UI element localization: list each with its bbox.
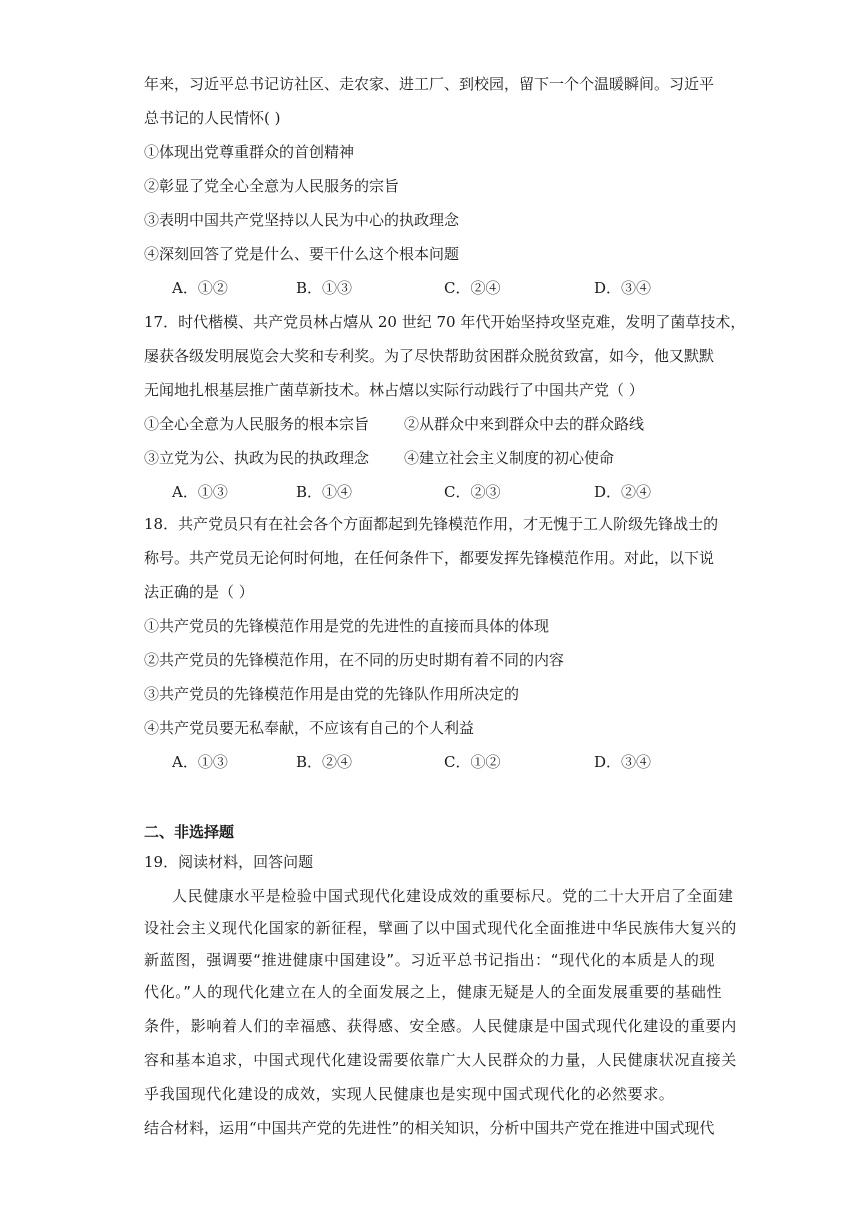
q16-statement-4: ④深刻回答了党是什么、要干什么这个根本问题 bbox=[144, 245, 460, 263]
material-line-7: 乎我国现代化建设的成效，实现人民健康也是实现中国式现代化的必然要求。 bbox=[144, 1085, 675, 1103]
q18-statement-2: ②共产党员的先锋模范作用，在不同的历史时期有着不同的内容 bbox=[144, 651, 565, 669]
material-line-6: 容和基本追求，中国式现代化建设需要依靠广大人民群众的力量，人民健康状况直接关 bbox=[144, 1051, 737, 1069]
q16-statement-1: ①体现出党尊重群众的首创精神 bbox=[144, 143, 355, 161]
q19-title: 19．阅读材料，回答问题 bbox=[144, 853, 314, 871]
q16-option-c: C．②④ bbox=[444, 279, 501, 297]
q17-stem-line-2: 屡获各级发明展览会大奖和专利奖。为了尽快帮助贫困群众脱贫致富，如今，他又默默 bbox=[144, 347, 715, 365]
q18-option-c: C．①② bbox=[444, 753, 501, 771]
q16-option-a: A．①② bbox=[172, 279, 228, 297]
q18-stem-line-1: 18．共产党员只有在社会各个方面都起到先锋模范作用，才无愧于工人阶级先锋战士的 bbox=[144, 515, 719, 533]
q17-stem-line-1: 17．时代楷模、共产党员林占熺从 20 世纪 70 年代开始坚持攻坚克难，发明了菌草技术， bbox=[144, 313, 746, 331]
q17-option-b: B．①④ bbox=[296, 483, 353, 501]
q17-option-d: D．②④ bbox=[594, 483, 652, 501]
q18-option-b: B．②④ bbox=[296, 753, 353, 771]
q18-option-a: A．①③ bbox=[172, 753, 228, 771]
q19-prompt: 结合材料，运用“中国共产党的先进性”的相关知识，分析中国共产党在推进中国式现代 bbox=[144, 1119, 715, 1137]
q16-option-d: D．③④ bbox=[594, 279, 652, 297]
q17-stem-line-3: 无闻地扎根基层推广菌草新技术。林占熺以实际行动践行了中国共产党（ ） bbox=[144, 381, 644, 399]
q17-statement-4: ④建立社会主义制度的初心使命 bbox=[404, 449, 615, 467]
q16-statement-3: ③表明中国共产党坚持以人民为中心的执政理念 bbox=[144, 211, 460, 229]
q17-statement-3: ③立党为公、执政为民的执政理念 bbox=[144, 449, 370, 467]
section-heading: 二、非选择题 bbox=[144, 823, 235, 841]
q16-statement-2: ②彰显了党全心全意为人民服务的宗旨 bbox=[144, 177, 400, 195]
q17-option-a: A．①③ bbox=[172, 483, 228, 501]
q17-option-c: C．②③ bbox=[444, 483, 501, 501]
q16-stem-line-2: 总书记的人民情怀( ) bbox=[144, 109, 281, 127]
material-line-4: 代化。”人的现代化建立在人的全面发展之上，健康无疑是人的全面发展重要的基础性 bbox=[144, 983, 723, 1001]
q18-statement-3: ③共产党员的先锋模范作用是由党的先锋队作用所决定的 bbox=[144, 685, 520, 703]
material-line-5: 条件，影响着人们的幸福感、获得感、安全感。人民健康是中国式现代化建设的重要内 bbox=[144, 1017, 737, 1035]
material-line-2: 设社会主义现代化国家的新征程，擘画了以中国式现代化全面推进中华民族伟大复兴的 bbox=[144, 919, 737, 937]
q18-option-d: D．③④ bbox=[594, 753, 652, 771]
q18-stem-line-2: 称号。共产党员无论何时何地，在任何条件下，都要发挥先锋模范作用。对此，以下说 bbox=[144, 549, 715, 567]
q16-option-b: B．①③ bbox=[296, 279, 353, 297]
q17-statement-2: ②从群众中来到群众中去的群众路线 bbox=[404, 415, 645, 433]
q16-stem-line-1: 年来，习近平总书记访社区、走农家、进工厂、到校园，留下一个个温暖瞬间。习近平 bbox=[144, 75, 715, 93]
q17-statement-1: ①全心全意为人民服务的根本宗旨 bbox=[144, 415, 370, 433]
material-line-3: 新蓝图，强调要“推进健康中国建设”。习近平总书记指出：“现代化的本质是人的现 bbox=[144, 951, 716, 969]
q18-stem-line-3: 法正确的是（ ） bbox=[144, 583, 254, 601]
q18-statement-1: ①共产党员的先锋模范作用是党的先进性的直接而具体的体现 bbox=[144, 617, 550, 635]
q18-statement-4: ④共产党员要无私奉献，不应该有自己的个人利益 bbox=[144, 719, 475, 737]
material-line-1: 人民健康水平是检验中国式现代化建设成效的重要标尺。党的二十大开启了全面建 bbox=[172, 887, 734, 905]
